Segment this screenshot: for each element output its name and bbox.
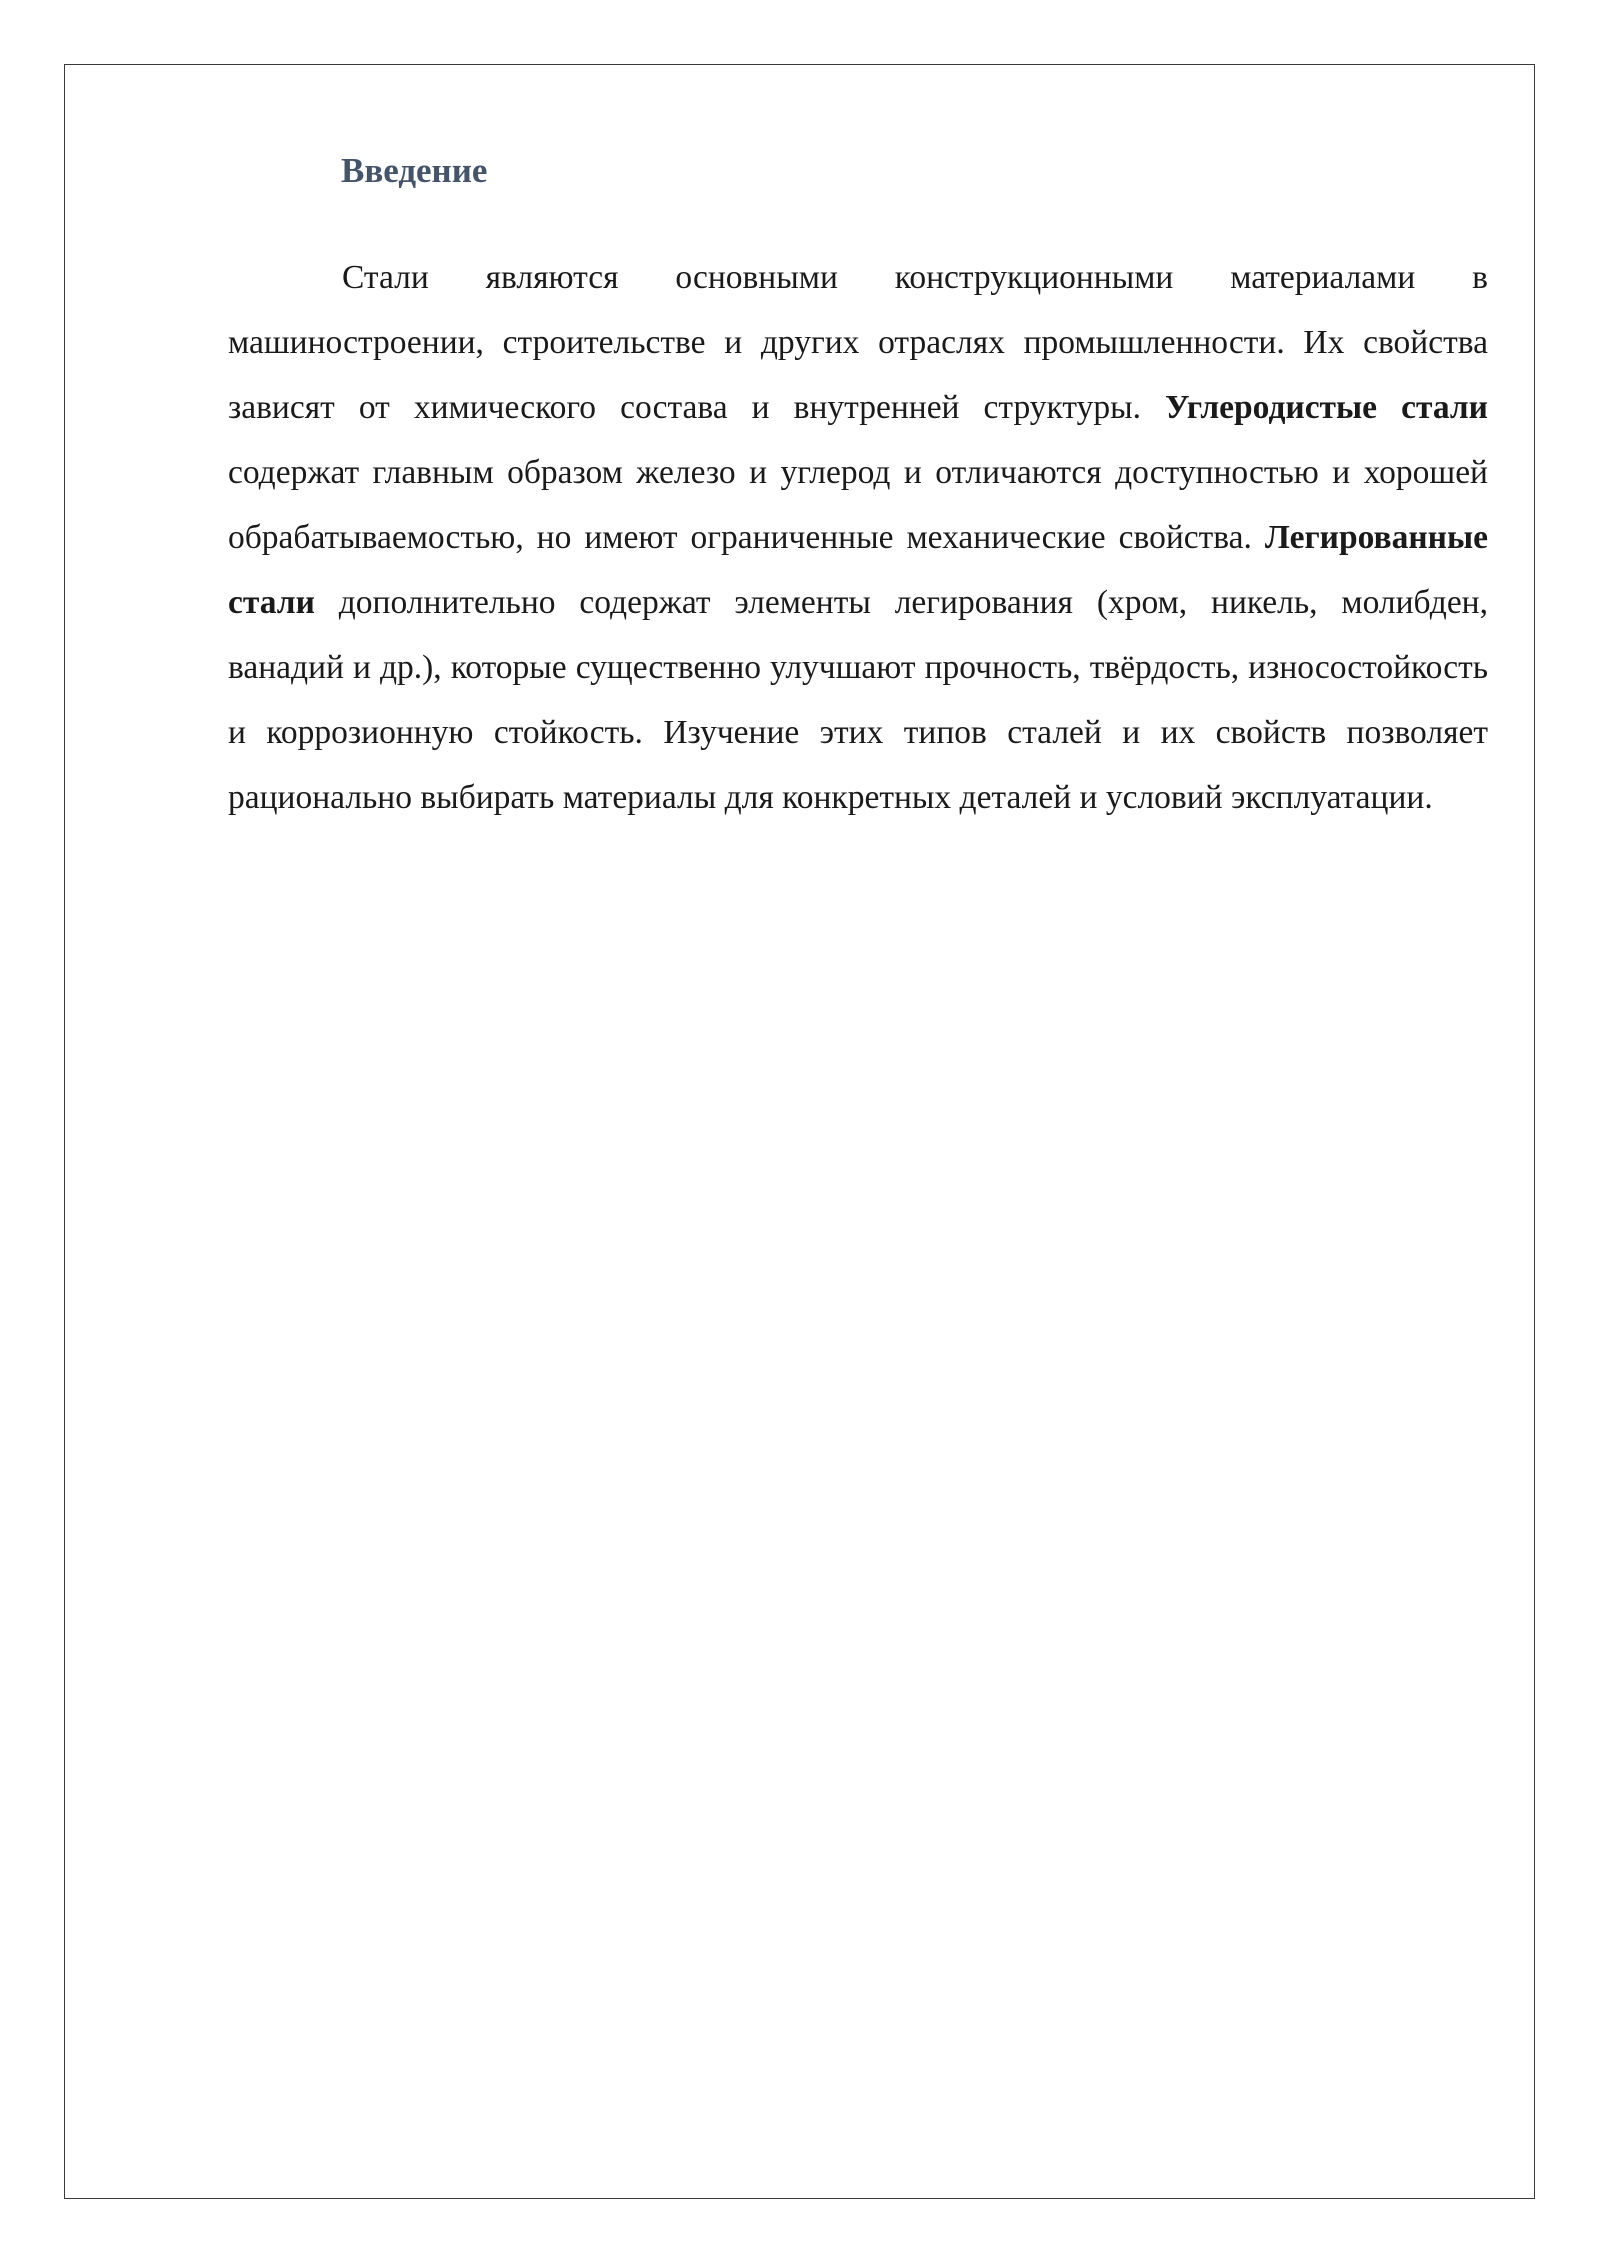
- intro-paragraph: [228, 245, 1488, 830]
- paragraph-text-2: содержат главным образом железо и углерод и отличаются доступностью и хорошей обрабатываемостью, но имеют ограниченные механические свойства.: [228, 454, 1488, 556]
- section-heading: Введение: [341, 151, 488, 190]
- paragraph-text-3: дополнительно содержат элементы легирования (хром, никель, молибден, ванадий и др.), которые существенно улучшают прочность, твёрдость, износостойкость и коррозионную стойкость. Изучение этих типов сталей и их свойств позволяет рационально выбирать материалы для конкретных деталей и условий эксплуатации.: [228, 584, 1488, 816]
- term-alloy-steels: Легированные стали: [228, 519, 1488, 621]
- paragraph-text-1: Стали являются основными конструкционными материалами в машиностроении, строительстве и других отраслях промышленности. Их свойства зависят от химического состава и внутренней структуры.: [228, 259, 1488, 426]
- term-carbon-steels: Углеродистые стали: [1165, 389, 1488, 426]
